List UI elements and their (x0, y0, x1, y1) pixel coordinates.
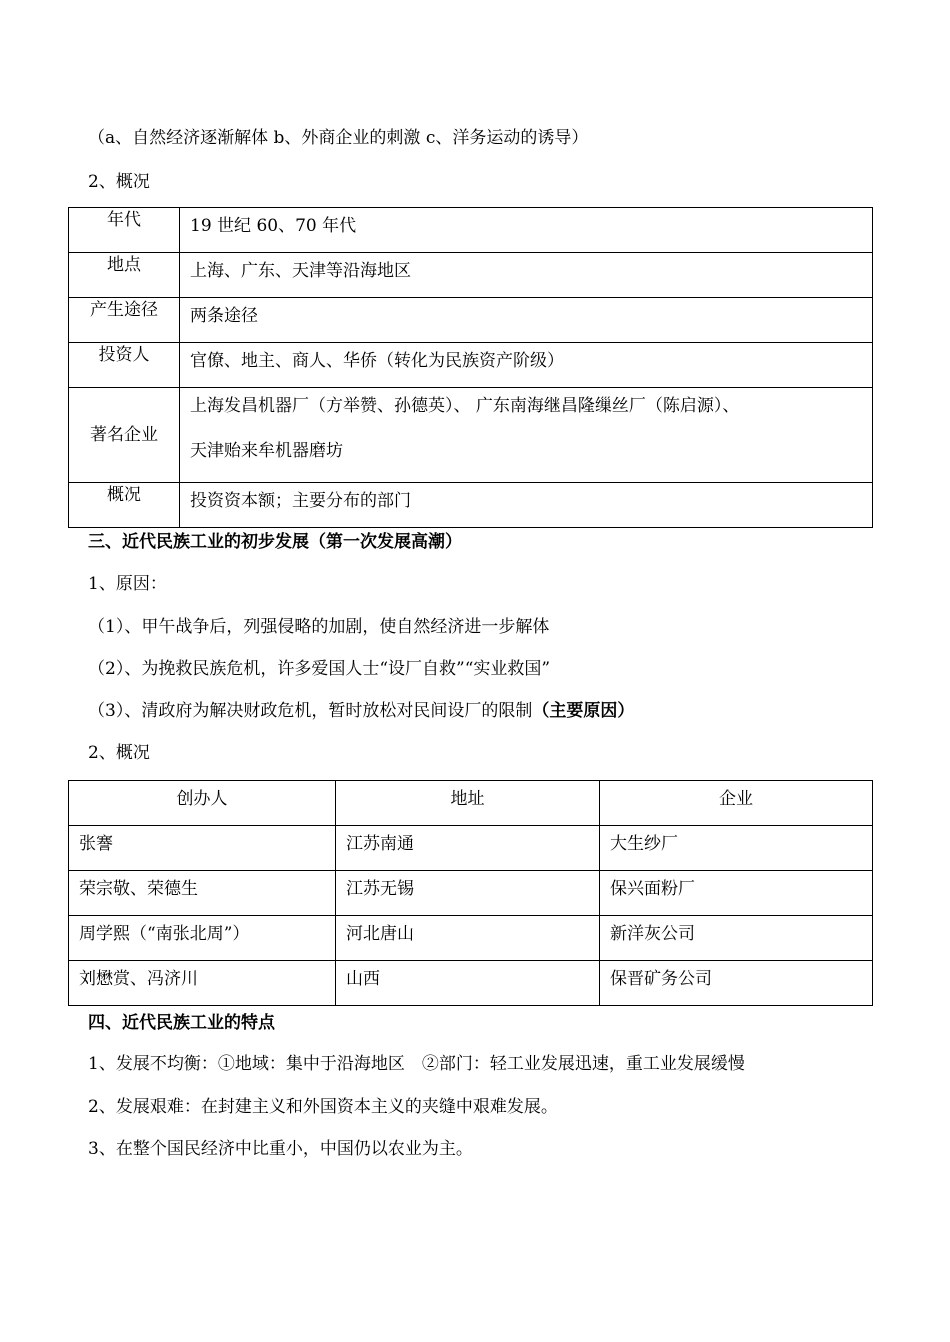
reason-item (88, 699, 634, 723)
table-value-line: 天津贻来牟机器磨坊 (190, 441, 343, 461)
heading-section-4: 四、近代民族工业的特点 (88, 1013, 275, 1033)
table-cell: 荣宗敬、荣德生 (69, 871, 336, 916)
table-cell: 张謇 (69, 826, 336, 871)
table-cell: 周学熙（“南张北周”） (69, 916, 336, 961)
table-value-line: 上海发昌机器厂（方举赞、孙德英）、 广东南海继昌隆缫丝厂（陈启源）、 (190, 396, 740, 416)
table-value: 上海、广东、天津等沿海地区 (180, 253, 873, 298)
table-row (69, 826, 873, 871)
table-cell: 刘懋赏、冯济川 (69, 961, 336, 1006)
feature-item: 2、发展艰难：在封建主义和外国资本主义的夹缝中艰难发展。 (88, 1097, 558, 1117)
overview-table (68, 207, 873, 528)
table-row (69, 343, 873, 388)
column-header: 创办人 (69, 781, 336, 826)
table-cell: 新洋灰公司 (600, 916, 873, 961)
reason-item: （1）、甲午战争后，列强侵略的加剧，使自然经济进一步解体 (88, 617, 550, 637)
reason-item: （2）、为挽救民族危机，许多爱国人士“设厂自救”“实业救国” (88, 659, 551, 679)
table-value: 官僚、地主、商人、华侨（转化为民族资产阶级） (180, 343, 873, 388)
section-label-overview-2: 2、概况 (88, 743, 150, 763)
table-key: 投资人 (69, 343, 180, 388)
table-value-multiline (180, 388, 873, 483)
table-cell: 大生纱厂 (600, 826, 873, 871)
table-cell: 山西 (336, 961, 600, 1006)
table-key: 概况 (69, 483, 180, 528)
intro-line: （a、自然经济逐渐解体 b、外商企业的刺激 c、洋务运动的诱导） (88, 128, 589, 148)
table-row (69, 961, 873, 1006)
table-value: 19 世纪 60、70 年代 (180, 208, 873, 253)
table-key: 年代 (69, 208, 180, 253)
feature-item: 1、发展不均衡：①地域：集中于沿海地区 ②部门：轻工业发展迅速，重工业发展缓慢 (88, 1054, 745, 1074)
section-label-overview: 2、概况 (88, 172, 150, 192)
table-cell: 江苏南通 (336, 826, 600, 871)
table-cell: 江苏无锡 (336, 871, 600, 916)
table-cell: 保兴面粉厂 (600, 871, 873, 916)
table-row (69, 871, 873, 916)
reason-label: 1、原因： (88, 574, 167, 594)
table-header-row (69, 781, 873, 826)
heading-section-3: 三、近代民族工业的初步发展（第一次发展高潮） (88, 532, 462, 552)
column-header: 企业 (600, 781, 873, 826)
table-row (69, 483, 873, 528)
reason-text: （3）、清政府为解决财政危机，暂时放松对民间设厂的限制 (88, 701, 533, 721)
table-key: 产生途径 (69, 298, 180, 343)
table-row (69, 916, 873, 961)
table-cell: 保晋矿务公司 (600, 961, 873, 1006)
table-key: 地点 (69, 253, 180, 298)
table-value: 两条途径 (180, 298, 873, 343)
table-key: 著名企业 (69, 388, 180, 483)
enterprise-table (68, 780, 873, 1006)
table-row (69, 298, 873, 343)
feature-item: 3、在整个国民经济中比重小，中国仍以农业为主。 (88, 1139, 473, 1159)
table-row (69, 253, 873, 298)
table-row (69, 208, 873, 253)
table-value: 投资资本额；主要分布的部门 (180, 483, 873, 528)
table-row (69, 388, 873, 483)
table-cell: 河北唐山 (336, 916, 600, 961)
reason-emphasis: （主要原因） (532, 701, 635, 721)
column-header: 地址 (336, 781, 600, 826)
